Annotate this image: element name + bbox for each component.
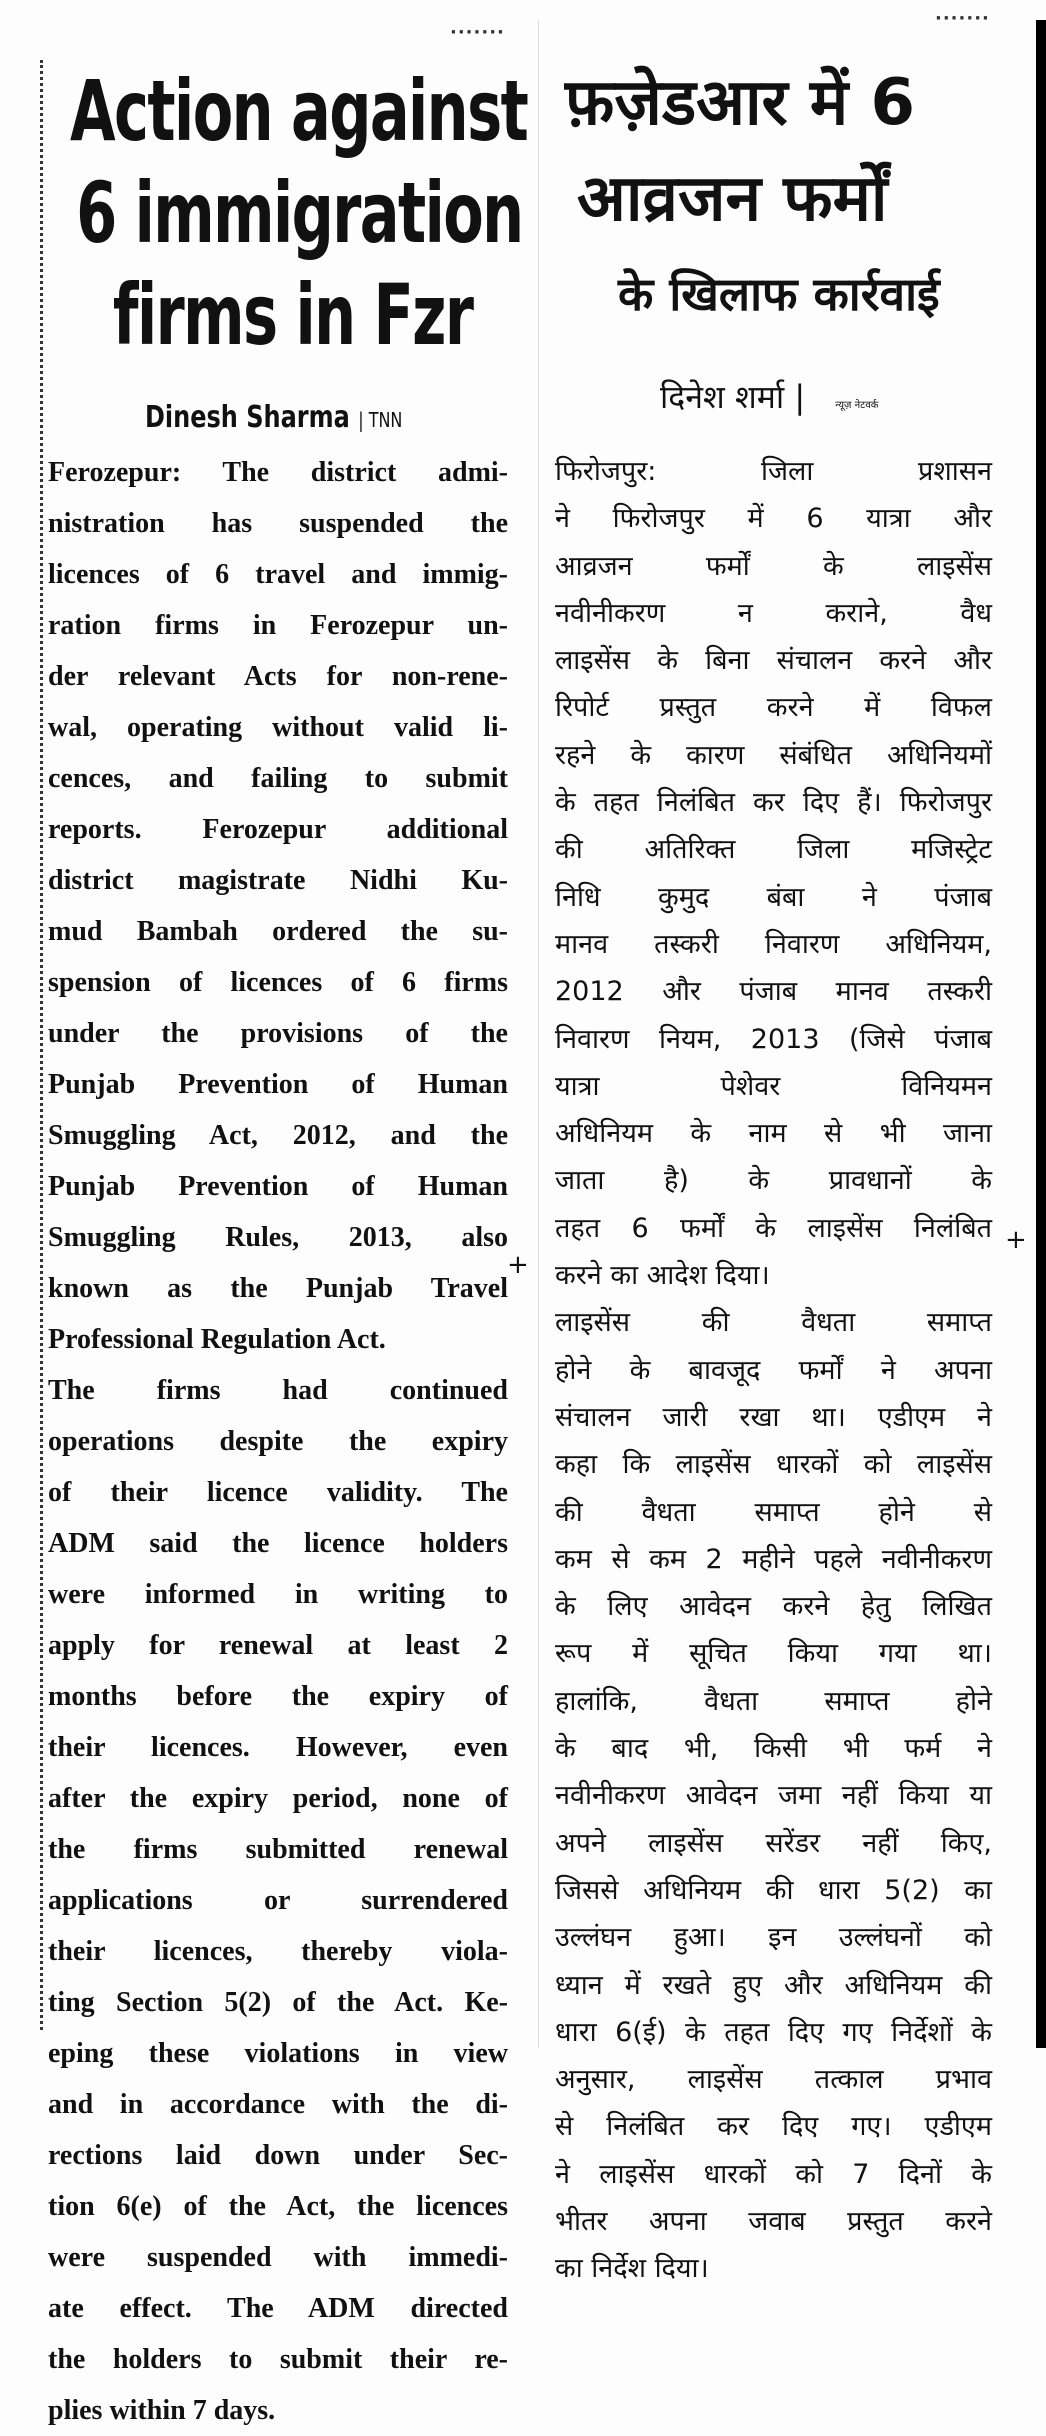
article-line: ADM said the licence holders [48,1528,508,1559]
article-line: अपने लाइसेंस सरेंडर नहीं किए, [555,1827,992,1859]
article-line: रूप में सूचित किया गया था। [555,1638,992,1670]
article-line: the firms submitted renewal [48,1834,508,1865]
article-line: applications or surrendered [48,1885,508,1916]
hindi-headline [565,55,915,247]
crop-mark: ······· [935,8,990,29]
article-line: were suspended with immedi- [48,2242,508,2273]
article-line: nistration has suspended the [48,508,508,539]
article-line: ate effect. The ADM directed [48,2293,508,2324]
article-line: months before the expiry of [48,1681,508,1712]
article-line: wal, operating without valid li- [48,712,508,743]
article-line: district magistrate Nidhi Ku- [48,865,508,896]
english-article-body [48,447,508,2436]
article-line: rections laid down under Sec- [48,2140,508,2171]
article-line: के बाद भी, किसी भी फर्म ने [555,1733,992,1765]
article-line: ting Section 5(2) of the Act. Ke- [48,1987,508,2018]
article-line: होने के बावजूद फर्मों ने अपना [555,1354,992,1386]
article-line: Professional Regulation Act. [48,1324,386,1355]
article-line: eping these violations in view [48,2038,508,2069]
article-line: Smuggling Rules, 2013, also [48,1222,508,1253]
article-line: their licences. However, even [48,1732,508,1763]
article-line: known as the Punjab Travel [48,1273,508,1304]
article-line: धारा 6(ई) के तहत दिए गए निर्देशों के [555,2016,992,2048]
perforation-line [40,60,43,2030]
article-line: जिससे अधिनियम की धारा 5(2) का [555,1874,992,1906]
registration-mark: + [507,1250,529,1280]
article-line [48,447,508,498]
article-line: operations despite the expiry [48,1426,508,1457]
column-divider [538,20,539,2048]
article-line: करने का आदेश दिया। [555,1260,770,1292]
article-line: अधिनियम के नाम से भी जाना [555,1118,992,1150]
article-line: plies within 7 days. [48,2395,276,2426]
hindi-article-body [555,448,992,2293]
article-line: रिपोर्ट प्रस्तुत करने में विफल [555,692,992,724]
article-line: लाइसेंस के बिना संचालन करने और [555,645,992,677]
article-line: उल्लंघन हुआ। इन उल्लंघनों को [555,1922,992,1954]
article-line: के लिए आवेदन करने हेतु लिखित [555,1591,992,1623]
article-line: their licences, thereby viola- [48,1936,508,1967]
article-line: the holders to submit their re- [48,2344,508,2375]
article-line: यात्रा पेशेवर विनियमन [555,1070,992,1102]
article-line: नवीनीकरण न कराने, वैध [555,597,992,629]
article-line: आव्रजन फर्मों के लाइसेंस [555,550,992,582]
agency-tag: | TNN [358,408,403,432]
article-line: after the expiry period, none of [48,1783,508,1814]
article-line: लाइसेंस की वैधता समाप्त [555,1307,992,1339]
article-line: जाता है) के प्रावधानों के [555,1165,992,1197]
article-line: ने फिरोजपुर में 6 यात्रा और [555,503,992,535]
article-line: Punjab Prevention of Human [48,1069,508,1100]
article-line: मानव तस्करी निवारण अधिनियम, [555,928,992,960]
article-line: Smuggling Act, 2012, and the [48,1120,508,1151]
agency-tag: न्यूज़ नेटवर्क [835,400,879,411]
article-line: of their licence validity. The [48,1477,508,1508]
article-line: हालांकि, वैधता समाप्त होने [555,1685,992,1717]
article-line: की अतिरिक्त जिला मजिस्ट्रेट [555,834,992,866]
article-line: नवीनीकरण आवेदन जमा नहीं किया या [555,1780,992,1812]
scan-edge [1036,20,1046,2048]
article-line: निवारण नियम, 2013 (जिसे पंजाब [555,1023,992,1055]
article-line: रहने के कारण संबंधित अधिनियमों [555,739,992,771]
article-line: फिरोजपुर: जिला प्रशासन [555,456,992,487]
article-line: The firms had continued [48,1375,508,1406]
article-line: and in accordance with the di- [48,2089,508,2120]
headline-line: firms in Fzr [112,266,473,364]
headline-line: Action against [70,62,528,160]
english-byline [145,400,402,435]
article-line: under the provisions of the [48,1018,508,1049]
article-line: अनुसार, लाइसेंस तत्काल प्रभाव [555,2064,992,2096]
article-text: The district admi- [181,457,508,488]
hindi-subheadline: के खिलाफ कार्रवाई [618,267,940,321]
article-line: का निर्देश दिया। [555,2253,709,2285]
english-headline [70,60,528,366]
article-line: licences of 6 travel and immig- [48,559,508,590]
article-line: reports. Ferozepur additional [48,814,508,845]
author-name: दिनेश शर्मा | [660,378,806,416]
article-line: ration firms in Ferozepur un- [48,610,508,641]
article-line: से निलंबित कर दिए गए। एडीएम [555,2111,992,2143]
article-line: der relevant Acts for non-rene- [48,661,508,692]
article-line: mud Bambah ordered the su- [48,916,508,947]
dateline: Ferozepur: [48,457,182,488]
headline-line: आव्रजन फर्मों [577,162,888,236]
registration-mark: + [1005,1225,1027,1255]
article-line: भीतर अपना जवाब प्रस्तुत करने [555,2205,992,2237]
crop-mark: ······· [450,22,505,43]
headline-line: 6 immigration [76,164,523,262]
article-line: ने लाइसेंस धारकों को 7 दिनों के [555,2158,992,2190]
article-line: apply for renewal at least 2 [48,1630,508,1661]
article-line: तहत 6 फर्मों के लाइसेंस निलंबित [555,1212,992,1244]
article-line: Punjab Prevention of Human [48,1171,508,1202]
article-line: संचालन जारी रखा था। एडीएम ने [555,1401,992,1433]
article-line: tion 6(e) of the Act, the licences [48,2191,508,2222]
headline-line: फ़ज़ेडआर में 6 [565,66,916,140]
article-line: 2012 और पंजाब मानव तस्करी [555,976,992,1008]
article-line: were informed in writing to [48,1579,508,1610]
article-line: कहा कि लाइसेंस धारकों को लाइसेंस [555,1449,992,1481]
article-line: cences, and failing to submit [48,763,508,794]
article-line: spension of licences of 6 firms [48,967,508,998]
article-line: की वैधता समाप्त होने से [555,1496,992,1528]
hindi-byline [660,375,878,418]
article-line: के तहत निलंबित कर दिए हैं। फिरोजपुर [555,787,992,819]
author-name: Dinesh Sharma [145,400,350,435]
article-line: ध्यान में रखते हुए और अधिनियम की [555,1969,992,2001]
article-line: निधि कुमुद बंबा ने पंजाब [555,881,992,913]
article-line: कम से कम 2 महीने पहले नवीनीकरण [555,1543,992,1575]
